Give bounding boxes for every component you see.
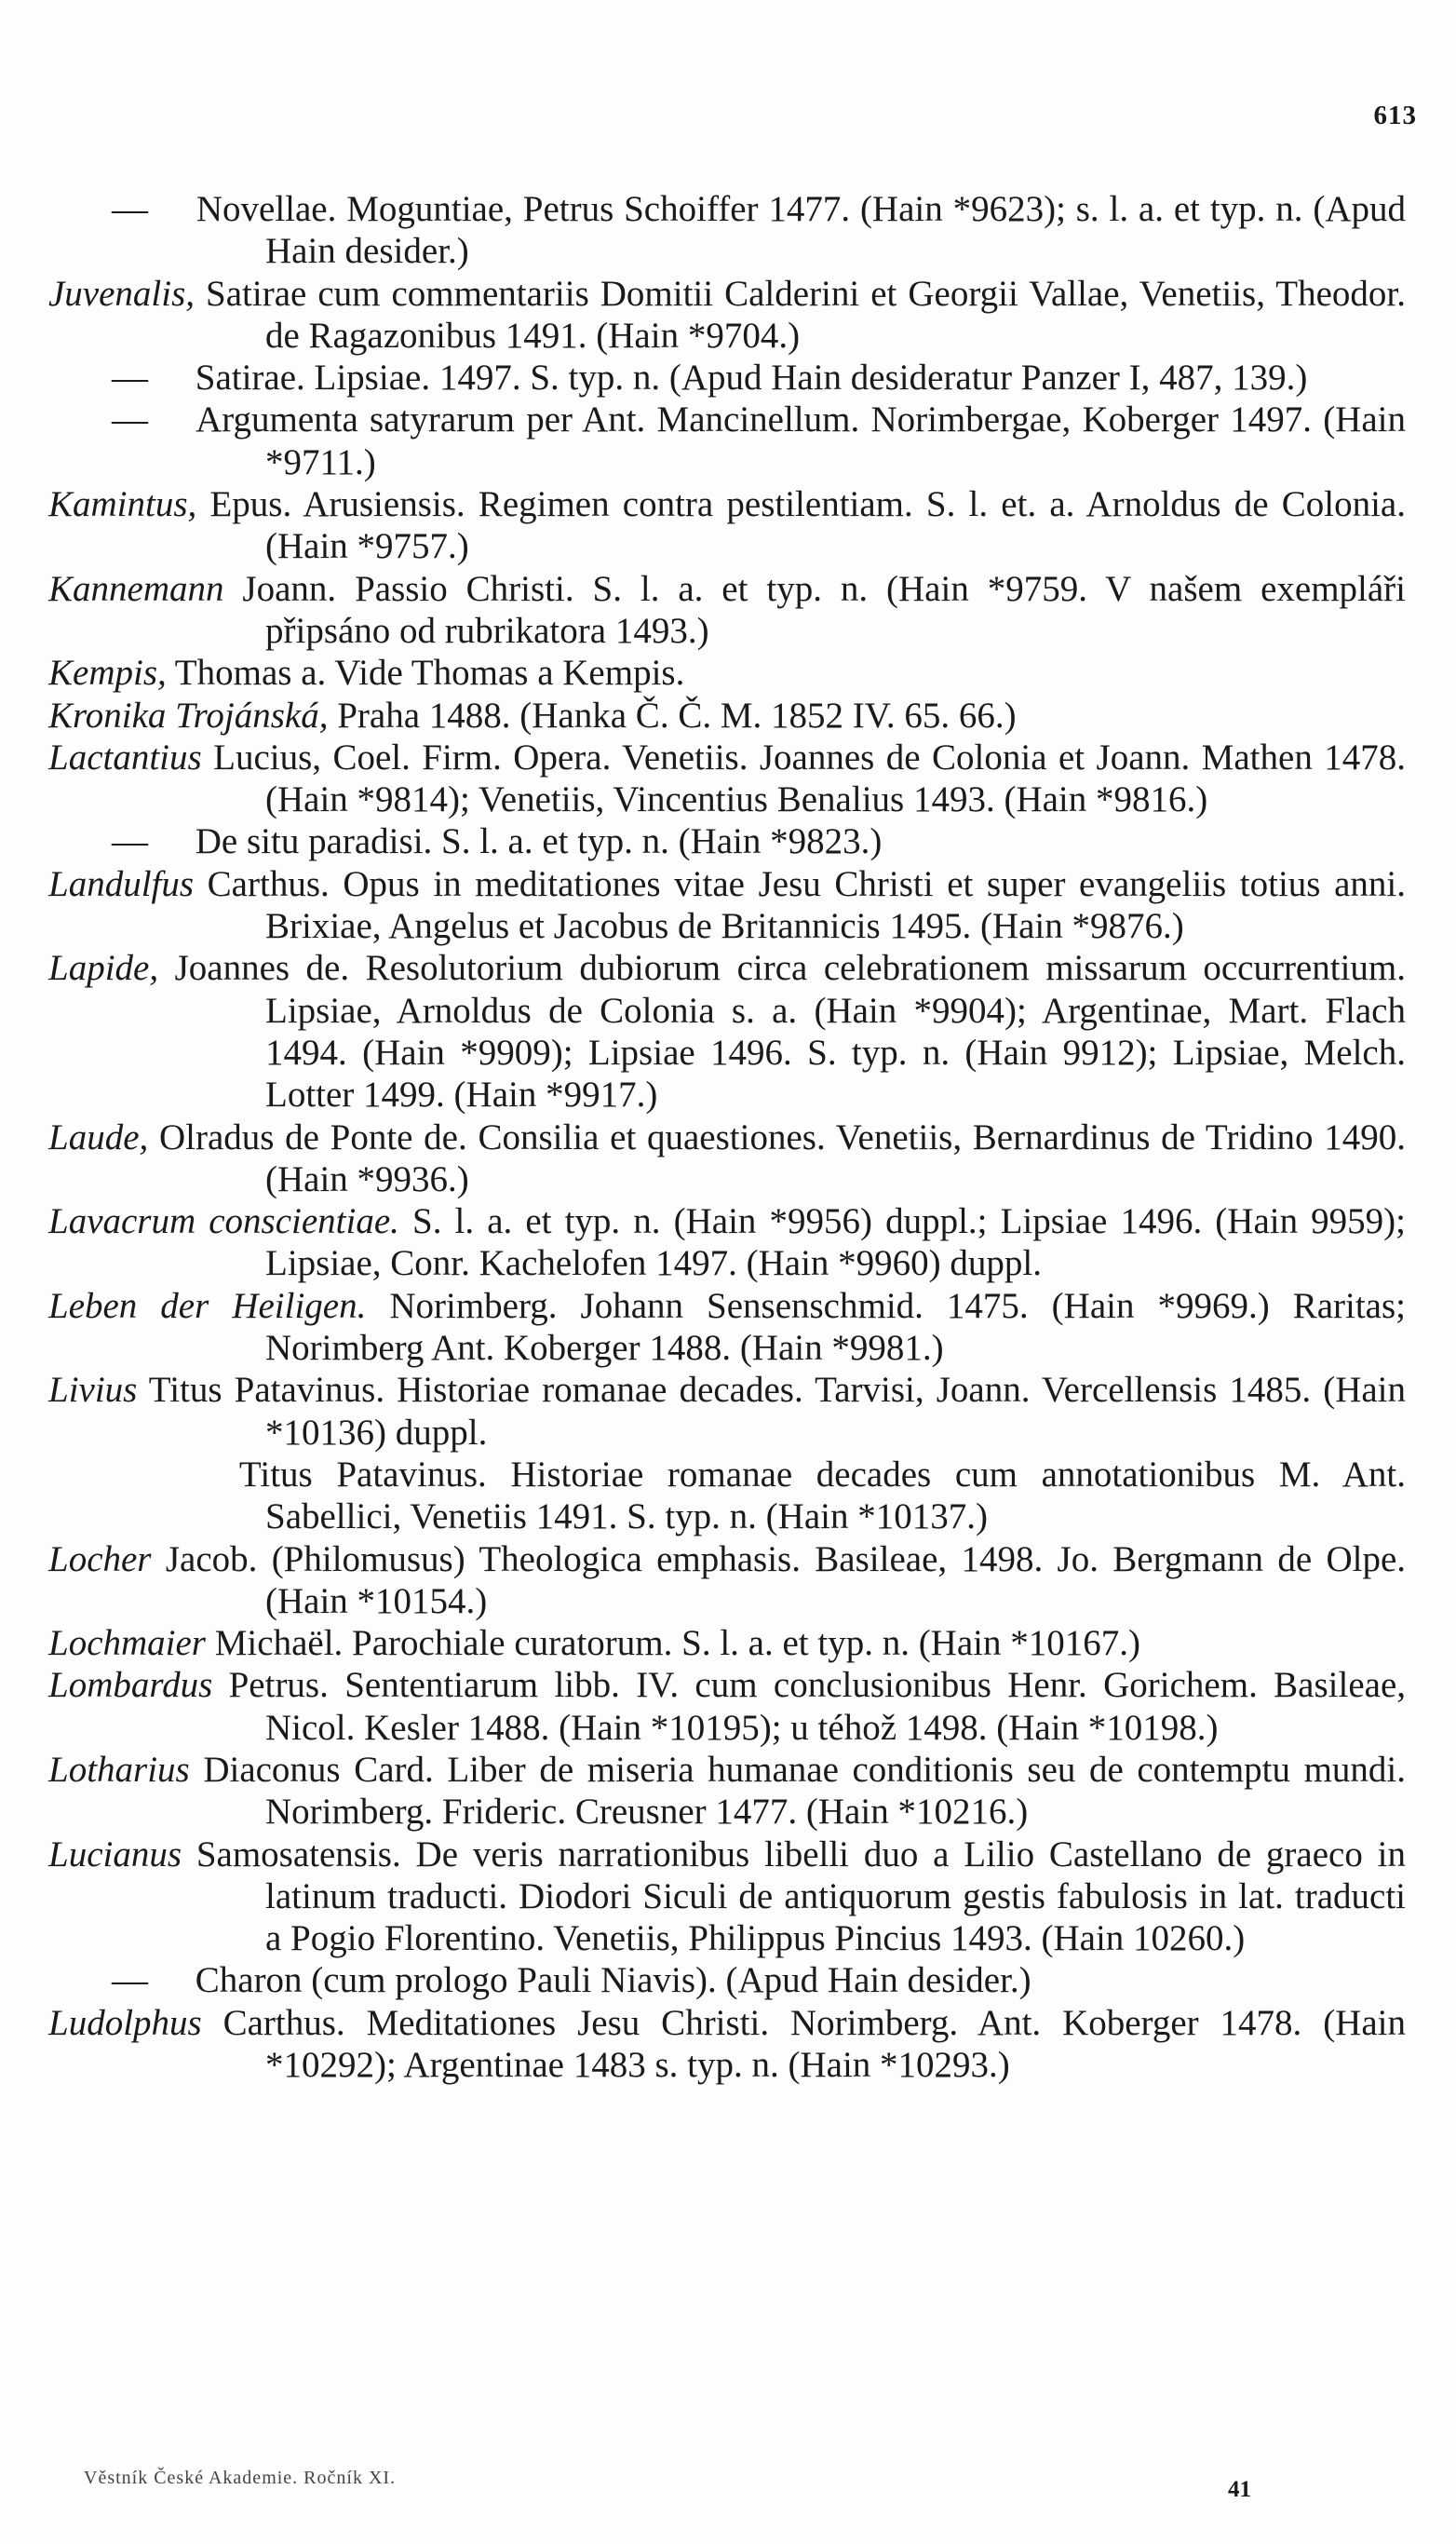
entry-text: Petrus. Sententiarum libb. IV. cum conclusionibus Henr. Gorichem. Basileae, Nicol. Kesler 1488. (Hain *10195); u téhož 1498. (Hain *10198.): [228, 1665, 1407, 1748]
entry-text: Thomas a. Vide Thomas a Kempis.: [174, 653, 685, 694]
entry-heading: Lombardus: [48, 1665, 213, 1706]
entry-heading: Ludolphus: [48, 2002, 202, 2043]
entry-heading: Locher: [48, 1538, 152, 1579]
entry-text: Michaël. Parochiale curatorum. S. l. a. et typ. n. (Hain *10167.): [214, 1623, 1140, 1664]
bibliography-entry: [48, 1622, 1406, 1664]
bibliography-entry: [48, 737, 1406, 821]
entry-heading: Lavacrum conscientiae.: [48, 1201, 399, 1242]
bibliography-entry: [48, 2002, 1406, 2087]
entry-text: Lucius, Coel. Firm. Opera. Venetiis. Joannes de Colonia et Joann. Mathen 1478. (Hain *9814); Venetiis, Vincentius Benalius 1493. (Hain *9816.): [213, 737, 1406, 820]
entry-text: Titus Patavinus. Historiae romanae decades cum annotationibus M. Ant. Sabellici, Venetiis 1491. S. typ. n. (Hain *10137.): [238, 1454, 1406, 1537]
bibliography-entry: [48, 947, 1406, 1116]
entry-heading: Lotharius: [48, 1749, 190, 1790]
ditto-dash: —: [112, 1960, 148, 2001]
entry-heading: Lochmaier: [48, 1623, 206, 1664]
entry-heading: Landulfus: [48, 863, 195, 904]
entry-text: Novellae. Moguntiae, Petrus Schoiffer 1477. (Hain *9623); s. l. a. et typ. n. (Apud Hain desider.): [195, 189, 1406, 272]
entry-text: Olradus de Ponte de. Consilia et quaestiones. Venetiis, Bernardinus de Tridino 1490. (Hain *9936.): [158, 1116, 1406, 1199]
entry-heading: Leben der Heiligen.: [48, 1285, 367, 1326]
entry-heading: Kempis,: [48, 653, 167, 694]
entry-heading: Lapide,: [48, 948, 159, 989]
bibliography-list: [48, 188, 1406, 2086]
entry-text: Praha 1488. (Hanka Č. Č. M. 1852 IV. 65. 66.): [337, 695, 1017, 736]
entry-text: Titus Patavinus. Historiae romanae decades. Tarvisi, Joann. Vercellensis 1485. (Hain *10136) duppl.: [148, 1370, 1407, 1453]
entry-heading: Livius: [48, 1370, 138, 1411]
entry-text: De situ paradisi. S. l. a. et typ. n. (Hain *9823.): [195, 821, 883, 862]
bibliography-entry: [48, 357, 1406, 399]
ditto-dash: —: [112, 189, 148, 229]
journal-footer: Věstník České Akademie. Ročník XI.: [84, 2468, 397, 2488]
sheet-number: 41: [1228, 2477, 1251, 2502]
bibliography-entry: [48, 1834, 1406, 1960]
bibliography-entry: [48, 1454, 1406, 1538]
bibliography-entry: [48, 1538, 1406, 1623]
bibliography-entry: [48, 1285, 1406, 1370]
ditto-dash: —: [112, 821, 148, 862]
entry-text: Carthus. Opus in meditationes vitae Jesu Christi et super evangeliis totius anni. Brixiae, Angelus et Jacobus de Britannicis 1495. (Hain *9876.): [207, 863, 1406, 947]
entry-text: Joann. Passio Christi. S. l. a. et typ. n. (Hain *9759. V našem exempláři připsáno od rubrikatora 1493.): [242, 568, 1407, 651]
bibliography-entry: [48, 1116, 1406, 1201]
entry-text: Norimberg. Johann Sensenschmid. 1475. (Hain *9969.) Raritas; Norimberg Ant. Koberger 1488. (Hain *9981.): [265, 1285, 1407, 1369]
entry-text: Carthus. Meditationes Jesu Christi. Norimberg. Ant. Koberger 1478. (Hain *10292); Argentinae 1483 s. typ. n. (Hain *10293.): [222, 2002, 1406, 2086]
entry-text: Satirae cum commentariis Domitii Calderini et Georgii Vallae, Venetiis, Theodor. de Ragazonibus 1491. (Hain *9704.): [206, 273, 1407, 356]
entry-text: Charon (cum prologo Pauli Niavis). (Apud Hain desider.): [195, 1960, 1031, 2001]
entry-text: Diaconus Card. Liber de miseria humanae conditionis seu de contemptu mundi. Norimberg. Frideric. Creusner 1477. (Hain *10216.): [203, 1749, 1407, 1833]
entry-heading: Lactantius: [48, 737, 202, 778]
entry-text: Argumenta satyrarum per Ant. Mancinellum. Norimbergae, Koberger 1497. (Hain *9711.): [195, 399, 1406, 482]
bibliography-entry: [48, 652, 1406, 694]
bibliography-entry: [48, 188, 1406, 273]
bibliography-entry: [48, 1369, 1406, 1454]
bibliography-entry: [48, 695, 1406, 737]
bibliography-entry: [48, 1959, 1406, 2001]
entry-heading: Laude,: [48, 1116, 149, 1157]
bibliography-entry: [48, 568, 1406, 653]
bibliography-entry: [48, 820, 1406, 862]
entry-heading: Kamintus,: [48, 484, 197, 525]
entry-text: Joannes de. Resolutorium dubiorum circa celebrationem missarum occurrentium. Lipsiae, Arnoldus de Colonia s. a. (Hain *9904); Argentinae, Mart. Flach 1494. (Hain *9909); Lipsiae 1496. S. typ. n. (Hain 9912); Lipsiae, Melch. Lotter 1499. (Hain *9917.): [174, 948, 1406, 1116]
entry-heading: Kannemann: [48, 568, 224, 609]
bibliography-entry: [48, 1200, 1406, 1285]
entry-text: Samosatensis. De veris narrationibus libelli duo a Lilio Castellano de graeco in latinum traducti. Diodori Siculi de antiquorum gestis fabulosis in lat. traducti a Pogio Florentino. Venetiis, Philippus Pincius 1493. (Hain 10260.): [195, 1834, 1406, 1959]
entry-text: S. l. a. et typ. n. (Hain *9956) duppl.; Lipsiae 1496. (Hain 9959); Lipsiae, Conr. Kachelofen 1497. (Hain *9960) duppl.: [265, 1201, 1407, 1284]
bibliography-entry: [48, 399, 1406, 483]
entry-heading: Lucianus: [48, 1834, 182, 1874]
entry-text: Jacob. (Philomusus) Theologica emphasis. Basileae, 1498. Jo. Bergmann de Olpe. (Hain *10154.): [165, 1538, 1407, 1621]
ditto-dash: —: [112, 358, 148, 399]
entry-text: Satirae. Lipsiae. 1497. S. typ. n. (Apud Hain desideratur Panzer I, 487, 139.): [195, 358, 1308, 399]
entry-heading: Kronika Trojánská,: [48, 695, 329, 736]
bibliography-entry: [48, 273, 1406, 358]
bibliography-entry: [48, 483, 1406, 568]
page-number: 613: [1373, 101, 1417, 130]
ditto-dash: —: [112, 399, 148, 440]
entry-text: Epus. Arusiensis. Regimen contra pestilentiam. S. l. et. a. Arnoldus de Colonia. (Hain *9757.): [209, 484, 1406, 567]
bibliography-entry: [48, 1749, 1406, 1834]
entry-heading: Juvenalis,: [48, 273, 195, 314]
bibliography-entry: [48, 1664, 1406, 1749]
bibliography-entry: [48, 863, 1406, 948]
